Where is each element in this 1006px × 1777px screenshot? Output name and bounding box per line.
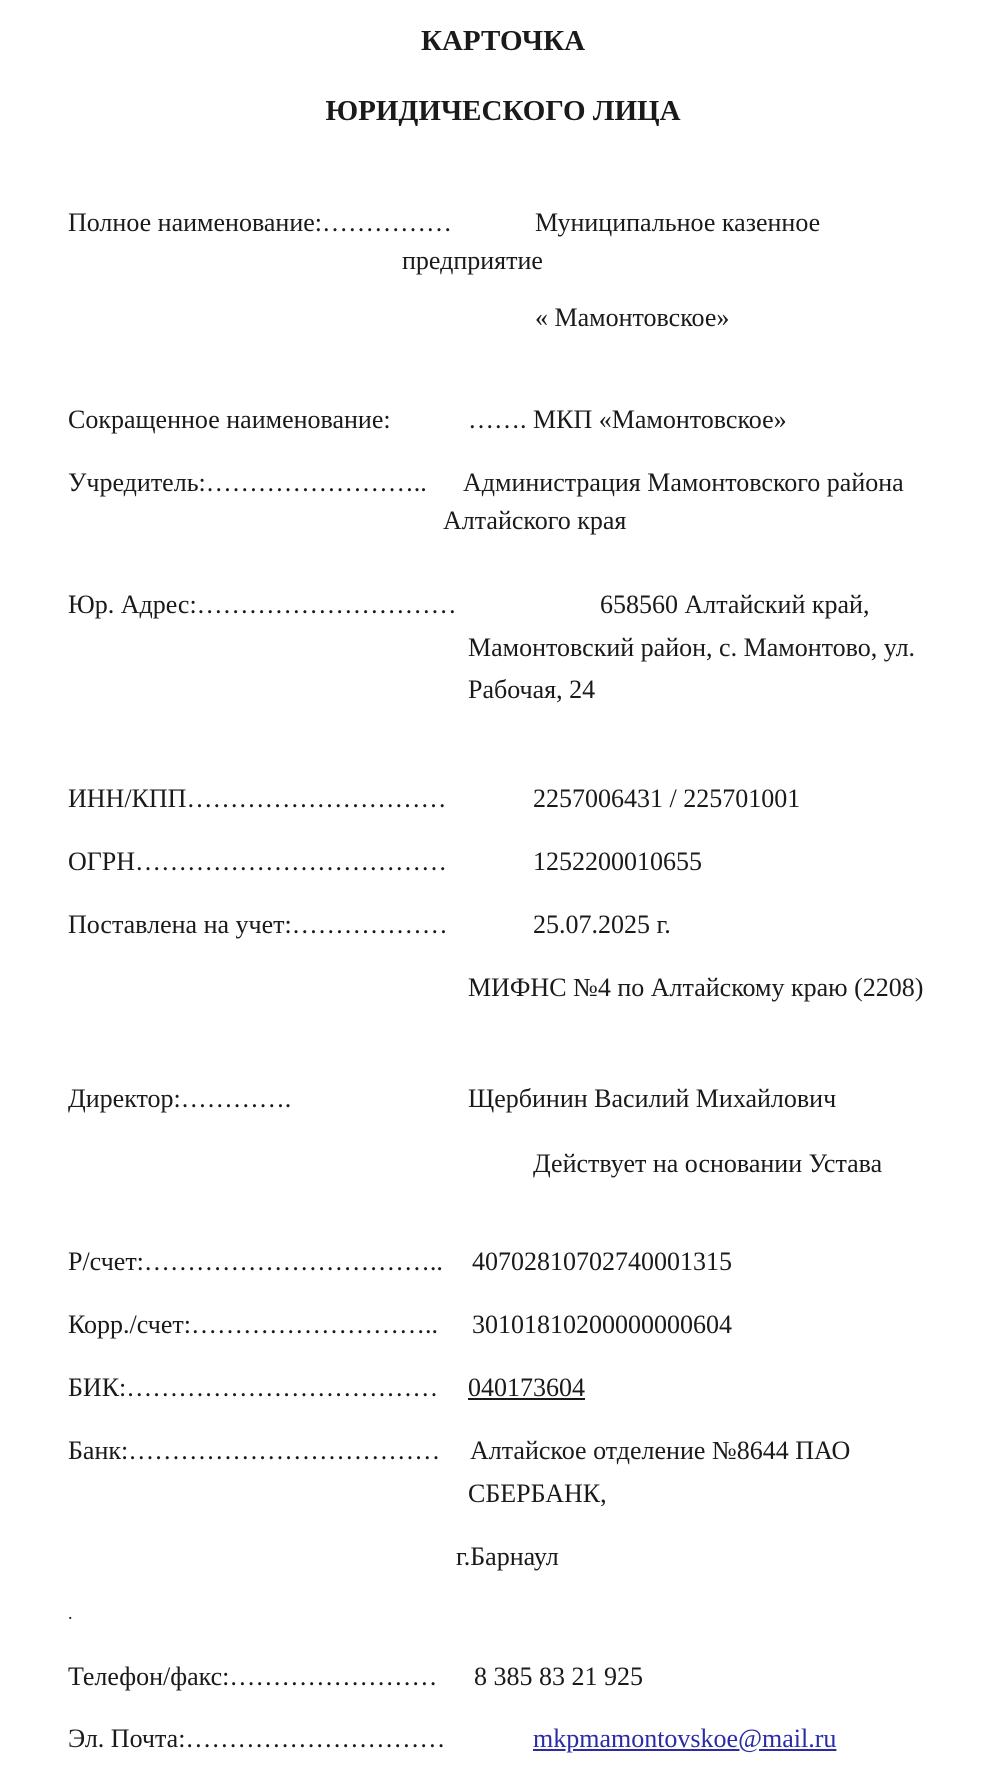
founder-value-line-2: Алтайского края [443,506,627,535]
inn-kpp-value: 2257006431 / 225701001 [533,784,801,813]
ogrn-label: ОГРН……………………………… [68,847,448,876]
legal-address-value-line-1: 658560 Алтайский край, [600,590,870,619]
legal-address-value-line-2: Мамонтовский район, с. Мамонтово, ул. [468,633,916,662]
account-value: 40702810702740001315 [472,1247,732,1276]
full-name-value-line-2: предприятие [402,246,543,275]
full-name-label: Полное наименование:…………… [68,208,453,237]
document-title-line-1: КАРТОЧКА [420,25,586,57]
short-name-dots: ……. [468,405,527,434]
legal-address-label: Юр. Адрес:………………………… [68,590,457,619]
account-label: Р/счет:…………………………….. [68,1247,443,1276]
ogrn-value: 1252200010655 [533,847,702,876]
bank-value-line-2: СБЕРБАНК, [468,1479,607,1508]
registration-authority: МИФНС №4 по Алтайскому краю (2208) [468,973,924,1002]
short-name-label: Сокращенное наименование: [68,405,391,434]
director-label: Директор:…………. [68,1084,292,1113]
founder-label: Учредитель:…………………….. [68,468,427,497]
founder-value-line-1: Администрация Мамонтовского района [463,468,904,497]
phone-value: 8 385 83 21 925 [474,1662,643,1691]
bank-label: Банк:……………………………… [68,1436,441,1465]
email-label: Эл. Почта:………………………… [68,1724,446,1753]
full-name-value-line-3: « Мамонтовское» [535,303,730,332]
corr-account-value: 30101810200000000604 [472,1310,732,1339]
bik-label: БИК:……………………………… [68,1373,439,1402]
bank-value-line-1: Алтайское отделение №8644 ПАО [470,1436,851,1465]
registration-label: Поставлена на учет:……………… [68,910,448,939]
director-name: Щербинин Василий Михайлович [468,1084,837,1113]
bik-value: 040173604 [468,1373,585,1402]
legal-address-value-line-3: Рабочая, 24 [468,675,596,704]
phone-label: Телефон/факс:…………………… [68,1662,438,1691]
bank-value-line-3: г.Барнаул [456,1542,559,1571]
document-title-line-2: ЮРИДИЧЕСКОГО ЛИЦА [325,95,681,127]
corr-account-label: Корр./счет:……………………….. [68,1310,438,1339]
short-name-value: МКП «Мамонтовское» [533,405,787,434]
inn-kpp-label: ИНН/КПП………………………… [68,784,447,813]
registration-date: 25.07.2025 г. [533,910,671,939]
stray-mark: . [68,1603,73,1623]
email-link[interactable]: mkpmamontovskoe@mail.ru [533,1724,837,1753]
director-basis: Действует на основании Устава [533,1149,883,1178]
full-name-value-line-1: Муниципальное казенное [535,208,821,237]
